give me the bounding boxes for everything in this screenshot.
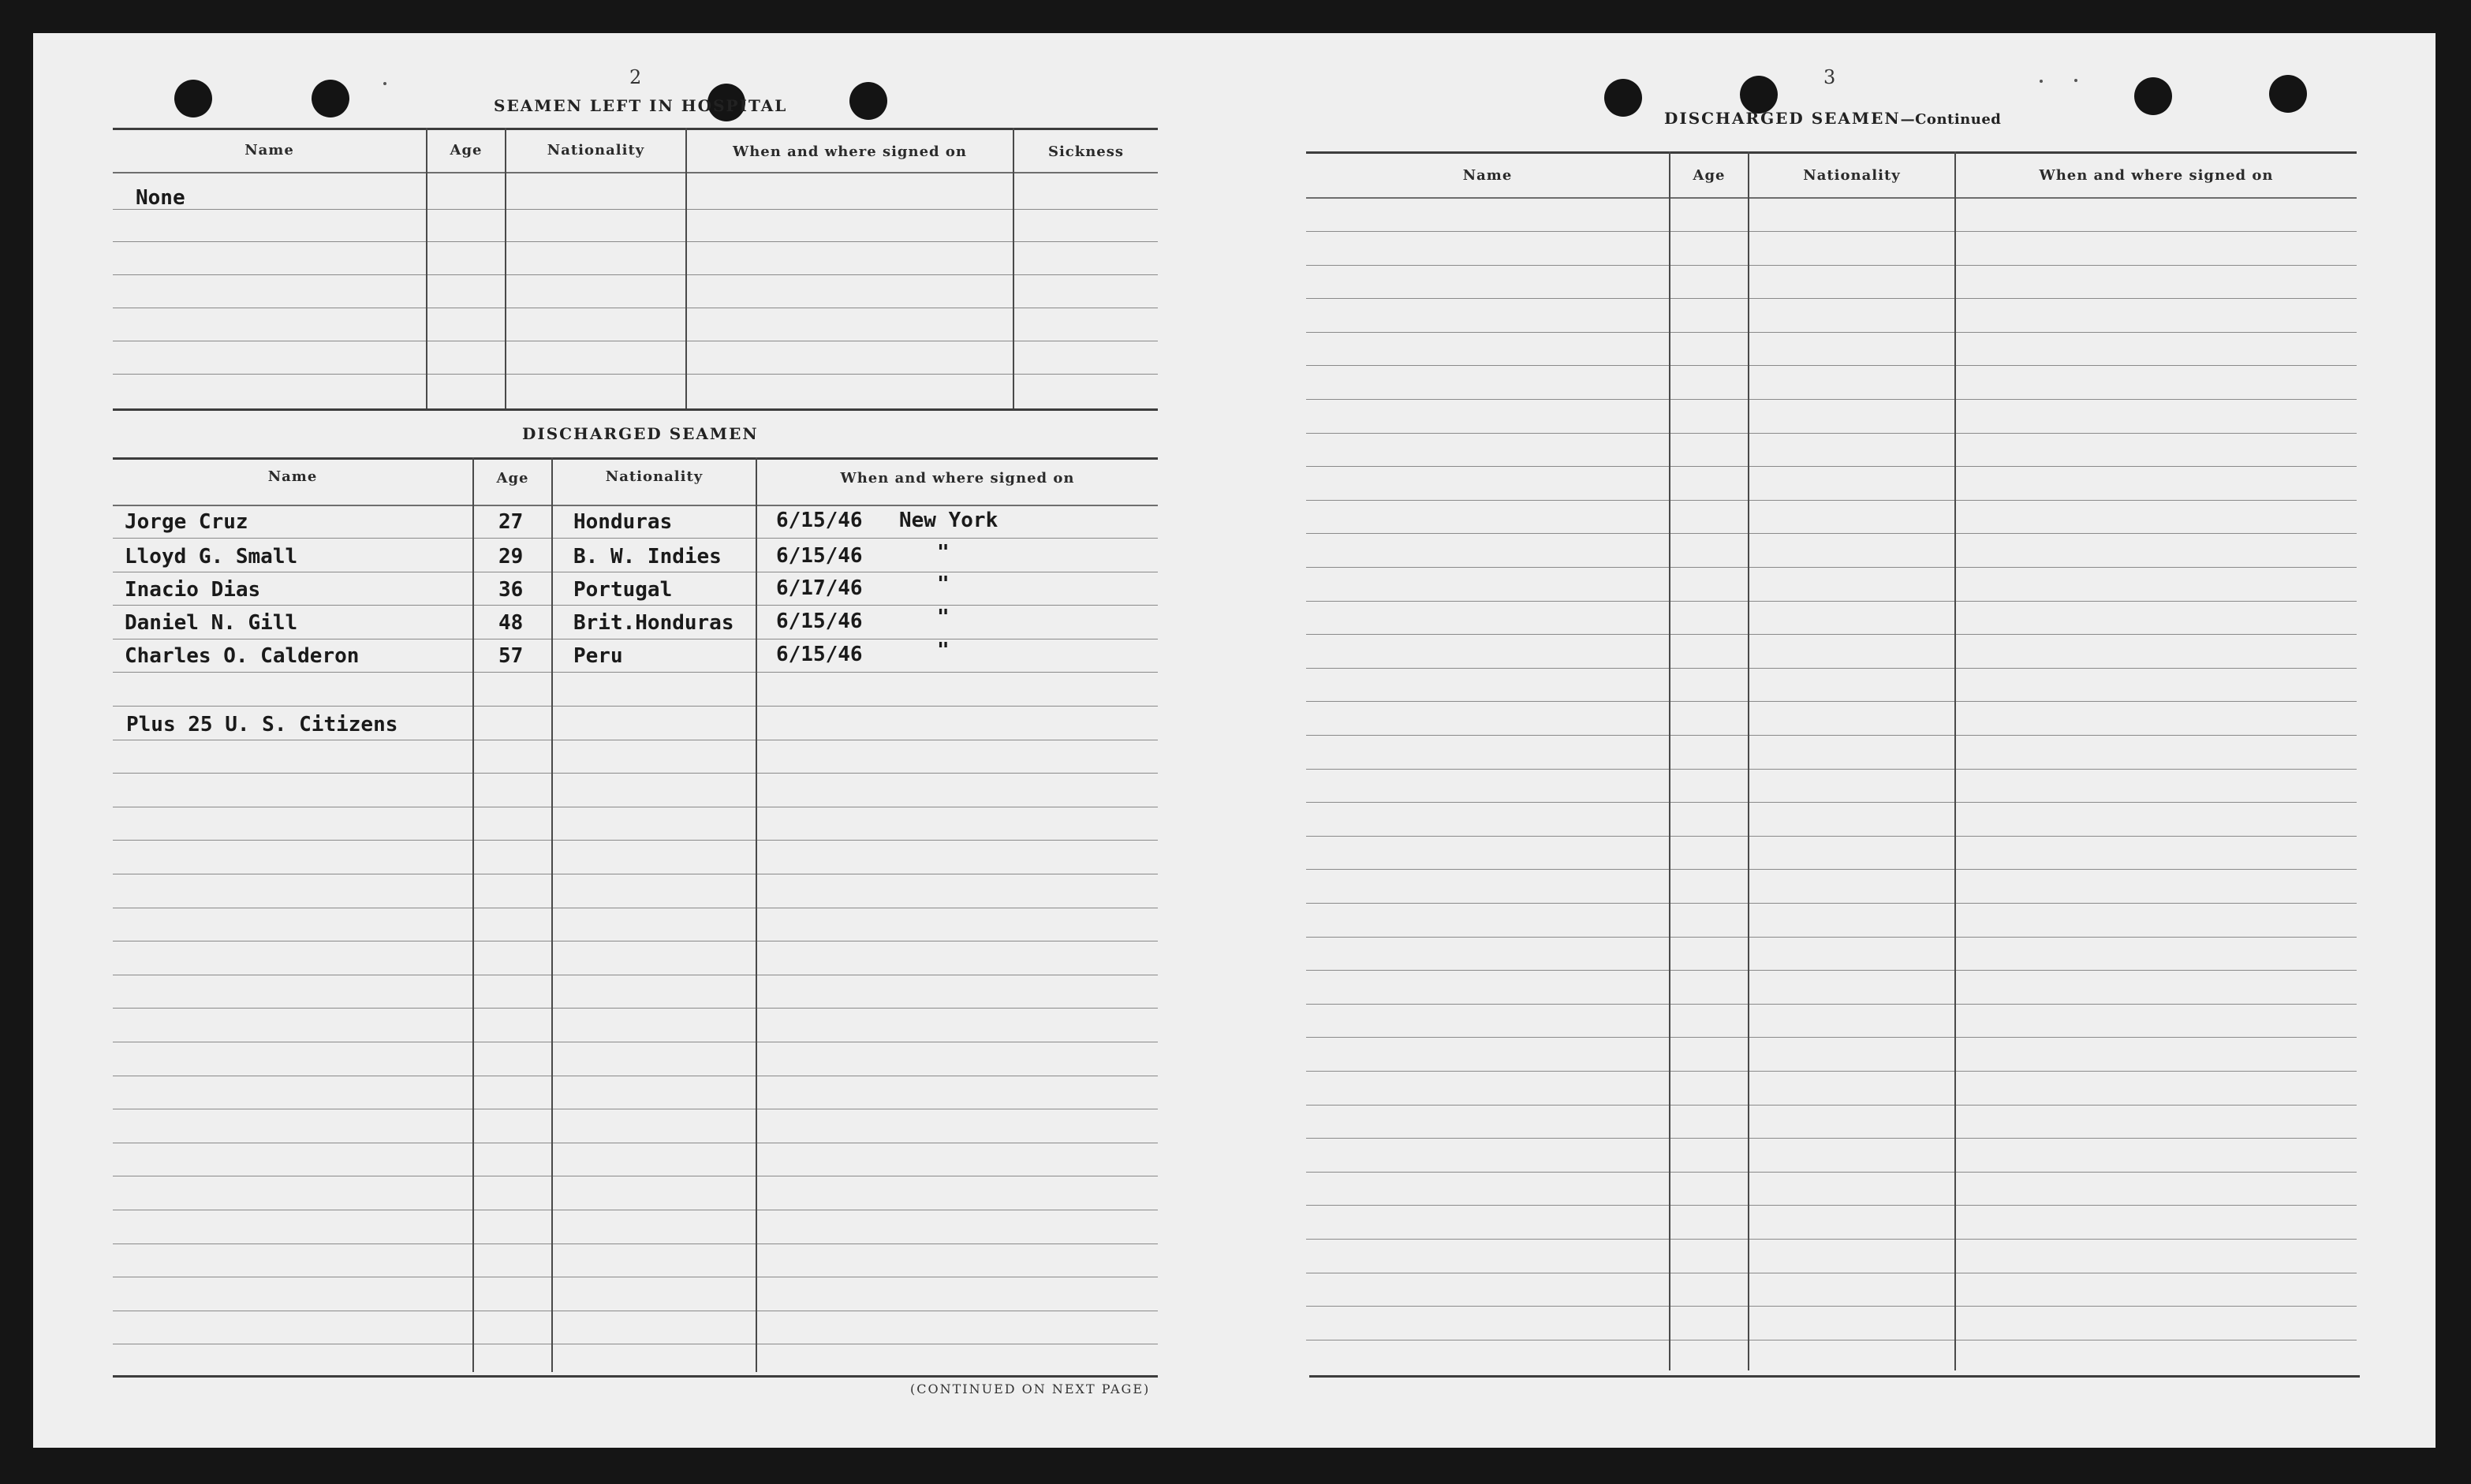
punch-hole [849,82,887,120]
right-col-age: Age [1693,167,1726,184]
row4-place: " [937,606,950,629]
row1-nationality: Honduras [573,510,673,534]
right-col-divider [1748,151,1749,1370]
right-row-rule [1306,970,2357,971]
hospital-section-title: SEAMEN LEFT IN HOSPITAL [494,96,788,115]
discharged-col-nationality: Nationality [605,468,704,485]
right-page-bottom-rule [1309,1375,2360,1378]
row1-name: Jorge Cruz [125,510,248,534]
right-table-top-rule [1306,151,2357,154]
document-sheet [33,33,2436,1448]
row1-age: 27 [498,510,524,534]
hospital-col-divider [1013,128,1014,408]
hospital-row-rule [113,274,1158,275]
right-row-rule [1306,668,2357,669]
discharged-col-age: Age [496,470,529,487]
discharged-row-rule [113,605,1158,606]
row3-place: " [937,572,950,596]
discharged-row-rule [113,840,1158,841]
right-col-signed-on: When and where signed on [2039,167,2274,184]
row5-age: 57 [498,644,524,668]
right-row-rule [1306,332,2357,333]
discharged-note: Plus 25 U. S. Citizens [126,713,398,736]
row5-nationality: Peru [573,644,623,668]
speck [2040,80,2043,83]
hospital-col-nationality: Nationality [547,142,645,158]
right-row-rule [1306,1004,2357,1005]
row4-date: 6/15/46 [776,610,863,633]
hospital-col-sickness: Sickness [1047,144,1125,160]
row3-name: Inacio Dias [125,578,261,602]
right-col-divider [1669,151,1670,1370]
discharged-col-divider [472,457,474,1372]
right-row-rule [1306,1105,2357,1106]
right-row-rule [1306,701,2357,702]
discharged-table-top-rule [113,457,1158,460]
page-number-right: 3 [1823,66,1836,88]
row2-nationality: B. W. Indies [573,545,722,569]
hospital-col-signed-on: When and where signed on [733,144,967,160]
right-row-rule [1306,433,2357,434]
speck [383,82,386,85]
row2-age: 29 [498,545,524,569]
discharged-header-rule [113,505,1158,506]
discharged-continued-title [1664,109,2001,128]
right-row-rule [1306,1138,2357,1139]
hospital-table-top-rule [113,128,1158,130]
right-col-divider [1954,151,1956,1370]
row5-place: " [937,639,950,662]
hospital-row-rule [113,241,1158,242]
discharged-col-divider [551,457,553,1372]
right-row-rule [1306,1205,2357,1206]
right-row-rule [1306,937,2357,938]
right-row-rule [1306,802,2357,803]
speck [2074,79,2077,82]
right-row-rule [1306,1239,2357,1240]
hospital-header-rule [113,172,1158,173]
hospital-col-name: Name [244,142,294,158]
hospital-row-rule [113,209,1158,210]
row4-nationality: Brit.Honduras [573,611,734,635]
discharged-col-divider [756,457,757,1372]
right-row-rule [1306,601,2357,602]
right-row-rule [1306,265,2357,266]
right-row-rule [1306,466,2357,467]
row4-age: 48 [498,611,524,635]
discharged-section-title: DISCHARGED SEAMEN [522,424,759,443]
left-page-bottom-rule [113,1375,1158,1378]
discharged-col-signed-on: When and where signed on [840,470,1075,487]
hospital-col-age: Age [450,142,483,158]
right-row-rule [1306,769,2357,770]
discharged-row-rule [113,773,1158,774]
punch-hole [1740,76,1778,114]
continued-footer: (CONTINUED ON NEXT PAGE) [910,1381,1151,1396]
row1-date: 6/15/46 [776,509,863,532]
discharged-col-name: Name [267,468,318,485]
right-row-rule [1306,231,2357,232]
punch-hole [174,80,212,117]
right-row-rule [1306,1306,2357,1307]
right-row-rule [1306,365,2357,366]
row4-name: Daniel N. Gill [125,611,298,635]
title-main: DISCHARGED SEAMEN [1664,109,1901,128]
row3-age: 36 [498,578,524,602]
right-row-rule [1306,836,2357,837]
row5-name: Charles O. Calderon [125,644,360,668]
row2-place: " [937,541,950,565]
right-col-nationality: Nationality [1803,167,1901,184]
right-row-rule [1306,567,2357,568]
hospital-col-divider [505,128,506,408]
right-header-rule [1306,197,2357,199]
row2-date: 6/15/46 [776,544,863,568]
punch-hole [2134,77,2172,115]
hospital-col-divider [685,128,687,408]
hospital-row-rule [113,374,1158,375]
right-row-rule [1306,869,2357,870]
title-sub: —Continued [1900,111,2002,128]
page-number-left: 2 [629,66,642,88]
row3-date: 6/17/46 [776,576,863,600]
right-row-rule [1306,1037,2357,1038]
right-row-rule [1306,634,2357,635]
punch-hole [1604,79,1642,117]
right-row-rule [1306,533,2357,534]
row1-place: New York [899,509,998,532]
hospital-table-bottom-rule [113,408,1158,411]
right-row-rule [1306,1071,2357,1072]
right-row-rule [1306,399,2357,400]
hospital-entry-none: None [136,186,185,210]
discharged-row-rule [113,1008,1158,1009]
hospital-col-divider [426,128,427,408]
right-row-rule [1306,903,2357,904]
discharged-row-rule [113,538,1158,539]
right-row-rule [1306,735,2357,736]
right-row-rule [1306,500,2357,501]
discharged-row-rule [113,672,1158,673]
right-row-rule [1306,1172,2357,1173]
row2-name: Lloyd G. Small [125,545,298,569]
punch-hole [312,80,349,117]
right-row-rule [1306,298,2357,299]
row3-nationality: Portugal [573,578,673,602]
row5-date: 6/15/46 [776,643,863,666]
discharged-row-rule [113,706,1158,707]
punch-hole [2269,75,2307,113]
right-col-name: Name [1462,167,1513,184]
